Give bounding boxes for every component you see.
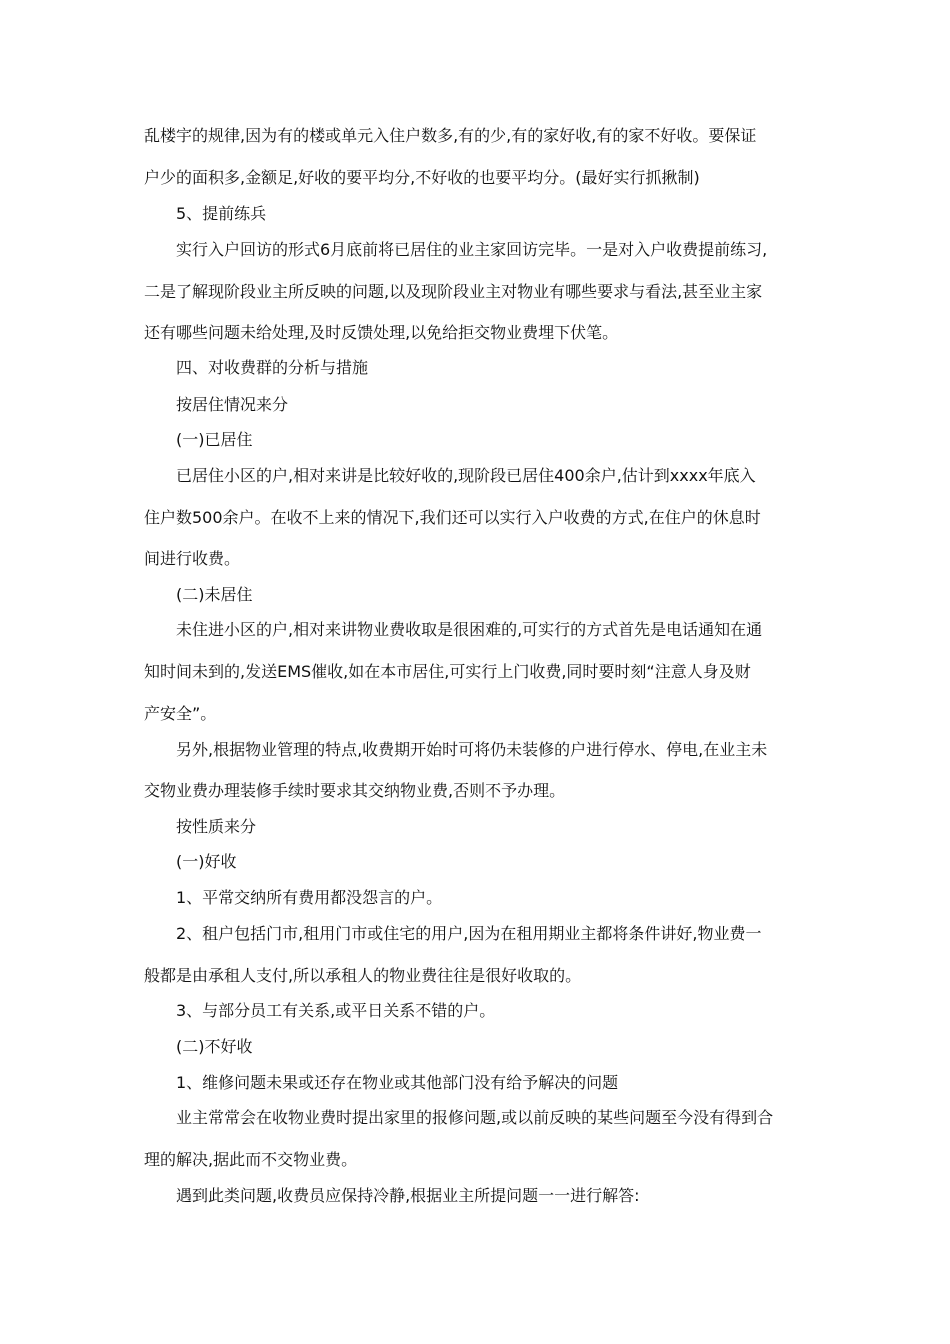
text-line: 还有哪些问题未给处理,及时反馈处理,以免给拒交物业费埋下伏笔。: [144, 323, 619, 342]
text-line: 未住进小区的户,相对来讲物业费收取是很困难的,可实行的方式首先是电话通知在通: [176, 620, 763, 639]
subsection-heading: (二)不好收: [176, 1037, 253, 1056]
text-line: 乱楼宇的规律,因为有的楼或单元入住户数多,有的少,有的家好收,有的家不好收。要保证: [144, 126, 757, 145]
text-line: 二是了解现阶段业主所反映的问题,以及现阶段业主对物业有哪些要求与看法,甚至业主家: [144, 282, 763, 301]
text-line: 产安全”。: [144, 704, 217, 723]
section-heading: 5、提前练兵: [176, 204, 267, 223]
text-line: 间进行收费。: [144, 549, 241, 568]
text-line: 理的解决,据此而不交物业费。: [144, 1150, 358, 1169]
list-item: 1、平常交纳所有费用都没怨言的户。: [176, 888, 443, 907]
text-line: 遇到此类问题,收费员应保持冷静,根据业主所提问题一一进行解答:: [176, 1186, 640, 1205]
subsection-heading: (一)已居住: [176, 430, 253, 449]
text-line: 住户数500余户。在收不上来的情况下,我们还可以实行入户收费的方式,在住户的休息时: [144, 508, 761, 527]
list-item: 2、租户包括门市,租用门市或住宅的用户,因为在租用期业主都将条件讲好,物业费一: [176, 924, 762, 943]
text-line: 另外,根据物业管理的特点,收费期开始时可将仍未装修的户进行停水、停电,在业主未: [176, 740, 768, 759]
subsection-heading: 按居住情况来分: [176, 395, 289, 414]
text-line: 般都是由承租人支付,所以承租人的物业费往往是很好收取的。: [144, 966, 582, 985]
text-line: 户少的面积多,金额足,好收的要平均分,不好收的也要平均分。(最好实行抓揪制): [144, 168, 700, 187]
section-heading: 四、对收费群的分析与措施: [176, 358, 369, 377]
text-line: 交物业费办理装修手续时要求其交纳物业费,否则不予办理。: [144, 781, 566, 800]
text-line: 实行入户回访的形式6月底前将已居住的业主家回访完毕。一是对入户收费提前练习,: [176, 240, 768, 259]
subsection-heading: (一)好收: [176, 852, 237, 871]
text-line: 业主常常会在收物业费时提出家里的报修问题,或以前反映的某些问题至今没有得到合: [176, 1108, 774, 1127]
list-item: 3、与部分员工有关系,或平日关系不错的户。: [176, 1001, 496, 1020]
text-line: 知时间未到的,发送EMS催收,如在本市居住,可实行上门收费,同时要时刻“注意人身及财: [144, 662, 751, 681]
list-item: 1、维修问题未果或还存在物业或其他部门没有给予解决的问题: [176, 1073, 619, 1092]
text-line: 已居住小区的户,相对来讲是比较好收的,现阶段已居住400余户,估计到xxxx年底入: [176, 466, 756, 485]
subsection-heading: 按性质来分: [176, 817, 257, 836]
subsection-heading: (二)未居住: [176, 585, 253, 604]
